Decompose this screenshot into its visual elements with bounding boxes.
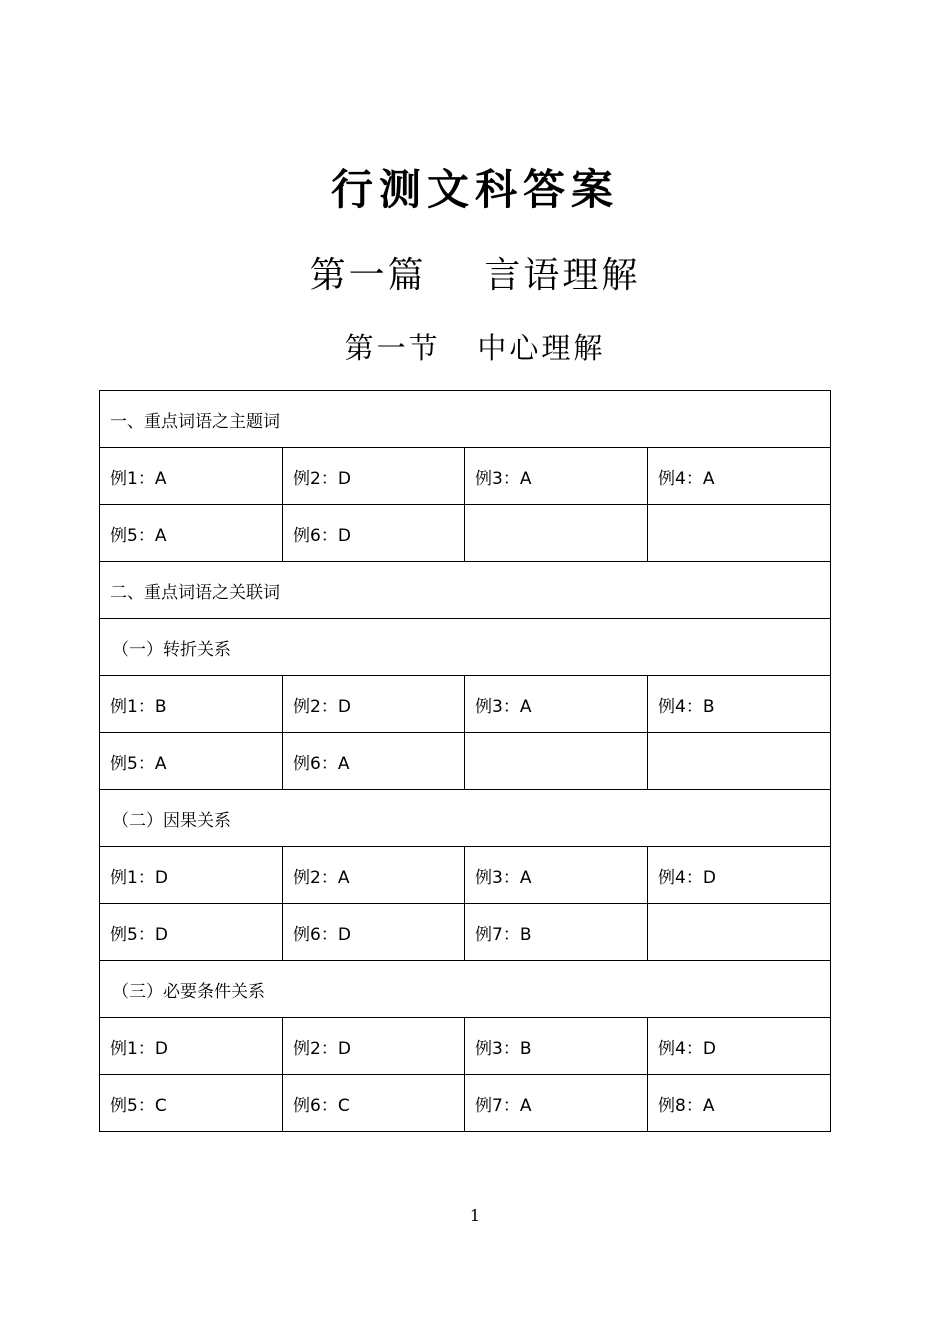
answer-cell — [648, 505, 831, 562]
answer-cell: 例1：D — [100, 1018, 283, 1075]
table-row — [100, 391, 831, 448]
answer-cell: 例4：D — [648, 1018, 831, 1075]
table-row — [100, 448, 831, 505]
answer-cell: 例5：A — [100, 733, 283, 790]
section-heading-keywords: 一、重点词语之主题词 — [100, 391, 831, 448]
subsection-heading-necessary-condition: （三）必要条件关系 — [100, 961, 831, 1018]
table-row — [100, 733, 831, 790]
subsection-heading-contrast: （一）转折关系 — [100, 619, 831, 676]
part-title: 第一篇 言语理解 — [309, 255, 641, 296]
answer-cell: 例2：D — [283, 1018, 465, 1075]
answer-cell: 例5：C — [100, 1075, 283, 1132]
answer-cell: 例3：A — [465, 847, 648, 904]
answer-cell: 例7：A — [465, 1075, 648, 1132]
answer-cell: 例5：D — [100, 904, 283, 961]
answer-cell: 例8：A — [648, 1075, 831, 1132]
answer-cell: 例2：A — [283, 847, 465, 904]
answer-cell: 例3：A — [465, 448, 648, 505]
document-title: 行测文科答案 — [330, 165, 619, 214]
answer-cell — [465, 505, 648, 562]
section-title: 第一节 中心理解 — [344, 331, 606, 365]
answer-cell: 例6：A — [283, 733, 465, 790]
table-row — [100, 505, 831, 562]
answer-cell: 例1：A — [100, 448, 283, 505]
answer-cell — [648, 904, 831, 961]
answer-cell: 例6：D — [283, 904, 465, 961]
answer-cell: 例6：D — [283, 505, 465, 562]
subsection-heading-causal: （二）因果关系 — [100, 790, 831, 847]
table-row — [100, 847, 831, 904]
answer-cell: 例4：B — [648, 676, 831, 733]
page-number: 1 — [469, 1206, 481, 1225]
answer-cell — [465, 733, 648, 790]
table-row — [100, 1018, 831, 1075]
answer-cell: 例5：A — [100, 505, 283, 562]
answer-cell: 例1：D — [100, 847, 283, 904]
answer-cell: 例3：A — [465, 676, 648, 733]
table-row — [100, 790, 831, 847]
answer-cell: 例4：A — [648, 448, 831, 505]
answer-cell: 例1：B — [100, 676, 283, 733]
answer-cell — [648, 733, 831, 790]
answer-cell: 例2：D — [283, 676, 465, 733]
section-heading-conjunctions: 二、重点词语之关联词 — [100, 562, 831, 619]
table-row — [100, 676, 831, 733]
table-row — [100, 904, 831, 961]
table-row — [100, 562, 831, 619]
answer-cell: 例7：B — [465, 904, 648, 961]
answer-cell: 例4：D — [648, 847, 831, 904]
answer-table — [99, 390, 831, 1132]
answer-cell: 例6：C — [283, 1075, 465, 1132]
answer-cell: 例3：B — [465, 1018, 648, 1075]
table-row — [100, 619, 831, 676]
table-row — [100, 1075, 831, 1132]
table-row — [100, 961, 831, 1018]
answer-cell: 例2：D — [283, 448, 465, 505]
